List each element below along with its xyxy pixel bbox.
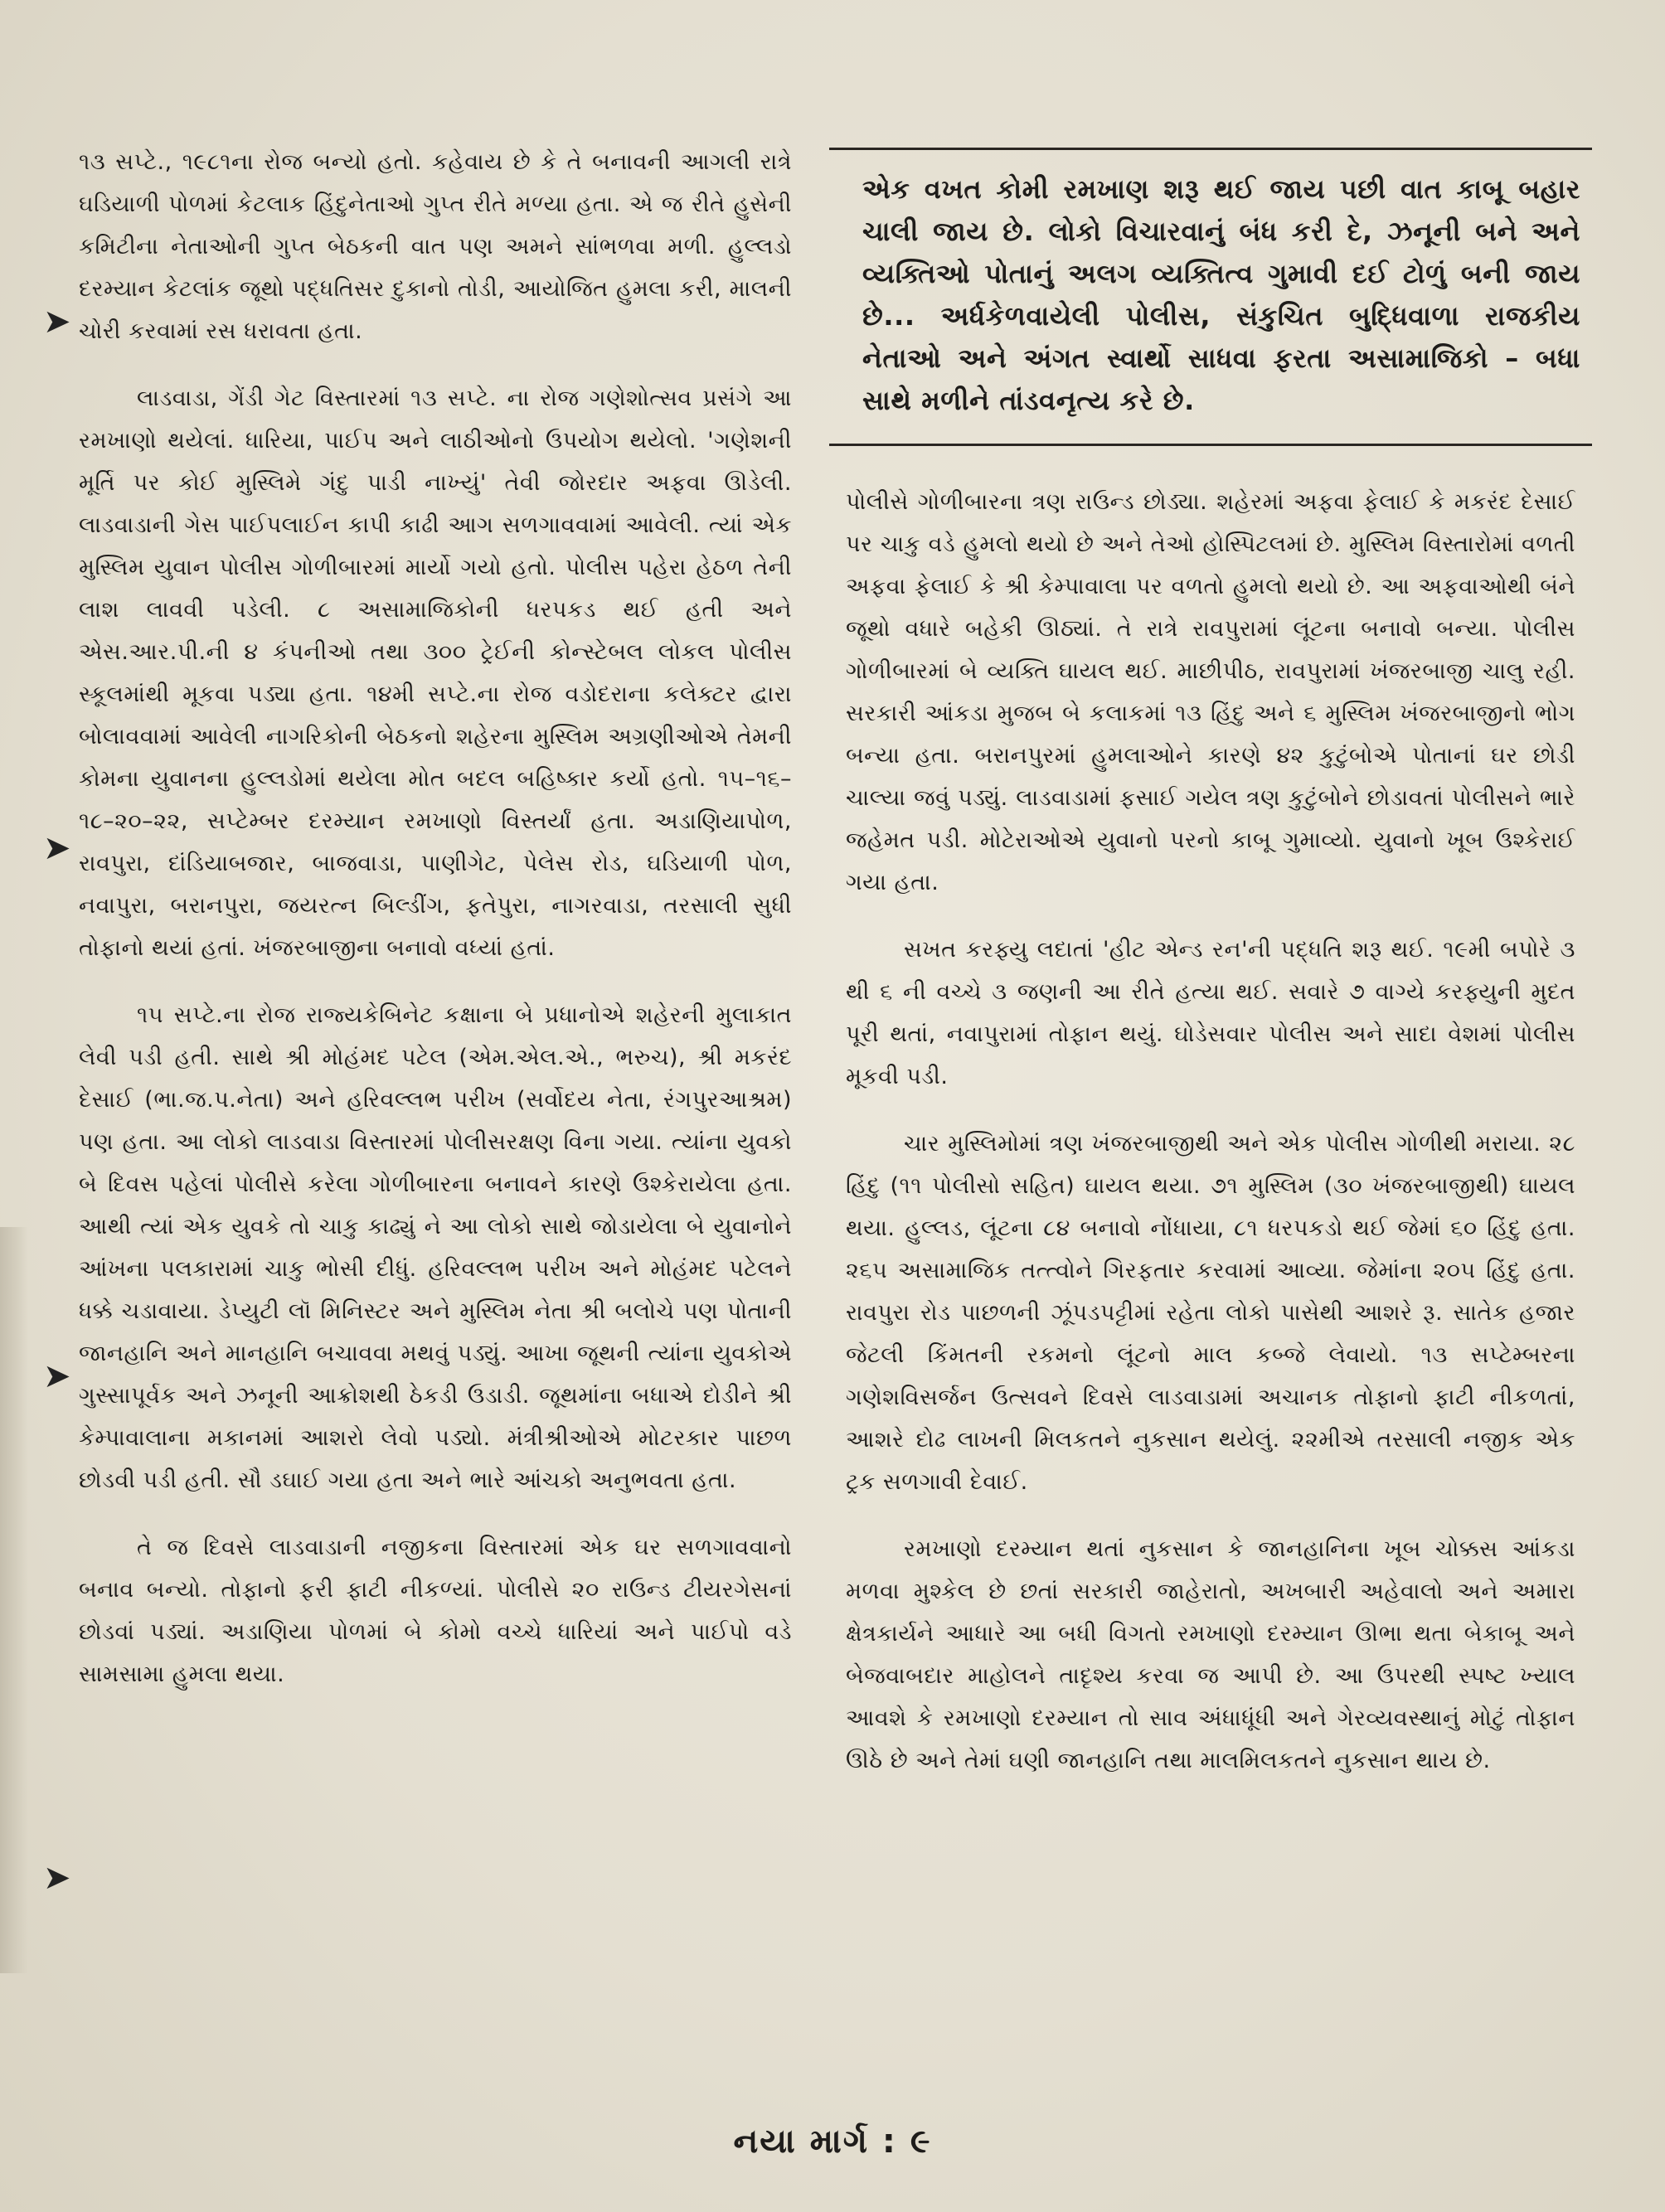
paragraph: ૧૩ સપ્ટે., ૧૯૮૧ના રોજ બન્યો હતો. કહેવાય છે કે તે બનાવની આગલી રાત્રે ઘડિયાળી પોળમાં કેટલાક હિંદુનેતાઓ ગુપ્ત રીતે મળ્યા હતા. એ જ રીતે હુસેની કમિટીના નેતાઓની ગુપ્ત બેઠકની વાત પણ અમને સાંભળવા મળી. હુલ્લડો દરમ્યાન કેટલાંક જૂથો પદ્ધતિસર દુકાનો તોડી, આયોજિત હુમલા કરી, માલની ચોરી કરવામાં રસ ધરાવતા હતા. — [79, 149, 792, 344]
page-footer: નયા માર્ગ : ૯ — [733, 2122, 932, 2161]
pull-quote: એક વખત કોમી રમખાણ શરૂ થઈ જાય પછી વાત કાબૂ બહાર ચાલી જાય છે. લોકો વિચારવાનું બંધ કરી દે, ઝનૂની બને અને વ્યક્તિઓ પોતાનું અલગ વ્યક્તિત્વ ગુમાવી દઈ ટોળું બની જાય છે... અર્ધકેળવાયેલી પોલીસ, સંકુચિત બુદ્ધિવાળા રાજકીય નેતાઓ અને અંગત સ્વાર્થો સાધવા ફરતા અસામાજિકો – બધા સાથે મળીને તાંડવનૃત્ય કરે છે. — [829, 148, 1592, 446]
margin-arrow-mark: ➤ — [43, 303, 71, 341]
left-column — [79, 141, 792, 1720]
margin-arrow-mark: ➤ — [43, 1859, 71, 1897]
torn-page-edge — [0, 1227, 28, 1973]
margin-arrow-mark: ➤ — [43, 1357, 71, 1395]
paragraph: રમખાણો દરમ્યાન થતાં નુકસાન કે જાનહાનિના ખૂબ ચોક્કસ આંકડા મળવા મુશ્કેલ છે છતાં સરકારી જાહેરાતો, અખબારી અહેવાલો અને અમારા ક્ષેત્રકાર્યને આધારે આ બધી વિગતો રમખાણો દરમ્યાન ઊભા થતા બેકાબૂ અને બેજવાબદાર માહોલને તાદૃશ્ય કરવા જ આપી છે. આ ઉપરથી સ્પષ્ટ ખ્યાલ આવશે કે રમખાણો દરમ્યાન તો સાવ અંધાધૂંધી અને ગેરવ્યવસ્થાનું મોટું તોફાન ઊઠે છે અને તેમાં ઘણી જાનહાનિ તથા માલમિલકતને નુકસાન થાય છે. — [846, 1536, 1575, 1773]
paragraph: પોલીસે ગોળીબારના ત્રણ રાઉન્ડ છોડ્યા. શહેરમાં અફવા ફેલાઈ કે મકરંદ દેસાઈ પર ચાકુ વડે હુમલો થયો છે અને તેઓ હોસ્પિટલમાં છે. મુસ્લિમ વિસ્તારોમાં વળતી અફવા ફેલાઈ કે શ્રી કેમ્પાવાલા પર વળતો હુમલો થયો છે. આ અફવાઓથી બંને જૂથો વધારે બહેકી ઊઠ્યાં. તે રાત્રે રાવપુરામાં લૂંટના બનાવો બન્યા. પોલીસ ગોળીબારમાં બે વ્યક્તિ ઘાયલ થઈ. માછીપીઠ, રાવપુરામાં ખંજરબાજી ચાલુ રહી. સરકારી આંકડા મુજબ બે કલાકમાં ૧૩ હિંદુ અને ૬ મુસ્લિમ ખંજરબાજીનો ભોગ બન્યા હતા. બરાનપુરમાં હુમલાઓને કારણે ૪૨ કુટુંબોએ પોતાનાં ઘર છોડી ચાલ્યા જવું પડ્યું. લાડવાડામાં ફસાઈ ગયેલ ત્રણ કુટુંબોને છોડાવતાં પોલીસને ભારે જહેમત પડી. મોટેરાઓએ યુવાનો પરનો કાબૂ ગુમાવ્યો. યુવાનો ખૂબ ઉશ્કેરાઈ ગયા હતા. — [846, 489, 1575, 895]
right-column — [846, 481, 1575, 1807]
paragraph: તે જ દિવસે લાડવાડાની નજીકના વિસ્તારમાં એક ઘર સળગાવવાનો બનાવ બન્યો. તોફાનો ફરી ફાટી નીકળ્યાં. પોલીસે ૨૦ રાઉન્ડ ટીયરગેસનાં છોડવાં પડ્યાં. અડાણિયા પોળમાં બે કોમો વચ્ચે ધારિયાં અને પાઈપો વડે સામસામા હુમલા થયા. — [79, 1535, 792, 1687]
paragraph: સખત કરફ્યુ લદાતાં 'હીટ એન્ડ રન'ની પદ્ધતિ શરૂ થઈ. ૧૯મી બપોરે ૩ થી ૬ ની વચ્ચે ૩ જણની આ રીતે હત્યા થઈ. સવારે ૭ વાગ્યે કરફ્યુની મુદત પૂરી થતાં, નવાપુરામાં તોફાન થયું. ઘોડેસવાર પોલીસ અને સાદા વેશમાં પોલીસ મૂકવી પડી. — [846, 937, 1575, 1089]
paragraph: ચાર મુસ્લિમોમાં ત્રણ ખંજરબાજીથી અને એક પોલીસ ગોળીથી મરાયા. ૨૮ હિંદુ (૧૧ પોલીસો સહિત) ઘાયલ થયા. ૭૧ મુસ્લિમ (૩૦ ખંજરબાજીથી) ઘાયલ થયા. હુલ્લડ, લૂંટના ૮૪ બનાવો નોંધાયા, ૮૧ ધરપકડો થઈ જેમાં ૬૦ હિંદુ હતા. ૨૬૫ અસામાજિક તત્ત્વોને ગિરફતાર કરવામાં આવ્યા. જેમાંના ૨૦૫ હિંદુ હતા. રાવપુરા રોડ પાછળની ઝૂંપડપટ્ટીમાં રહેતા લોકો પાસેથી આશરે રૂ. સાતેક હજાર જેટલી કિંમતની રકમનો લૂંટનો માલ કબ્જે લેવાયો. ૧૩ સપ્ટેમ્બરના ગણેશવિસર્જન ઉત્સવને દિવસે લાડવાડામાં અચાનક તોફાનો ફાટી નીકળતાં, આશરે દોઢ લાખની મિલકતને નુકસાન થયેલું. ૨૨મીએ તરસાલી નજીક એક ટ્રક સળગાવી દેવાઈ. — [846, 1131, 1575, 1495]
paragraph: ૧૫ સપ્ટે.ના રોજ રાજ્યકેબિનેટ કક્ષાના બે પ્રધાનોએ શહેરની મુલાકાત લેવી પડી હતી. સાથે શ્રી મોહંમદ પટેલ (એમ.એલ.એ., ભરુચ), શ્રી મકરંદ દેસાઈ (ભા.જ.પ.નેતા) અને હરિવલ્લભ પરીખ (સર્વોદય નેતા, રંગપુરઆશ્રમ) પણ હતા. આ લોકો લાડવાડા વિસ્તારમાં પોલીસરક્ષણ વિના ગયા. ત્યાંના યુવકો બે દિવસ પહેલાં પોલીસે કરેલા ગોળીબારના બનાવને કારણે ઉશ્કેરાયેલા હતા. આથી ત્યાં એક યુવકે તો ચાકુ કાઢ્યું ને આ લોકો સાથે જોડાયેલા બે યુવાનોને આંખના પલકારામાં ચાકુ ભોસી દીધું. હરિવલ્લભ પરીખ અને મોહંમદ પટેલને ધક્કે ચડાવાયા. ડેપ્યુટી લૉ મિનિસ્ટર અને મુસ્લિમ નેતા શ્રી બલોચે પણ પોતાની જાનહાનિ અને માનહાનિ બચાવવા મથવું પડ્યું. આખા જૂથની ત્યાંના યુવકોએ ગુસ્સાપૂર્વક અને ઝનૂની આક્રોશથી ઠેકડી ઉડાડી. જૂથમાંના બધાએ દોડીને શ્રી કેમ્પાવાલાના મકાનમાં આશરો લેવો પડ્યો. મંત્રીશ્રીઓએ મોટરકાર પાછળ છોડવી પડી હતી. સૌ ડઘાઈ ગયા હતા અને ભારે આંચકો અનુભવતા હતા. — [79, 1002, 792, 1493]
margin-arrow-mark: ➤ — [43, 829, 71, 867]
paragraph: લાડવાડા, ગેંડી ગેટ વિસ્તારમાં ૧૩ સપ્ટે. ના રોજ ગણેશોત્સવ પ્રસંગે આ રમખાણો થયેલાં. ધારિયા, પાઈપ અને લાઠીઓનો ઉપયોગ થયેલો. 'ગણેશની મૂર્તિ પર કોઈ મુસ્લિમે ગંદુ પાડી નાખ્યું' તેવી જોરદાર અફવા ઊડેલી. લાડવાડાની ગેસ પાઈપલાઈન કાપી કાઢી આગ સળગાવવામાં આવેલી. ત્યાં એક મુસ્લિમ યુવાન પોલીસ ગોળીબારમાં માર્યો ગયો હતો. પોલીસ પહેરા હેઠળ તેની લાશ લાવવી પડેલી. ૮ અસામાજિકોની ધરપકડ થઈ હતી અને એસ.આર.પી.ની ૪ કંપનીઓ તથા ૩૦૦ ટ્રેઈની કોન્સ્ટેબલ લોકલ પોલીસ સ્કૂલમાંથી મૂકવા પડ્યા હતા. ૧૪મી સપ્ટે.ના રોજ વડોદરાના કલેક્ટર દ્વારા બોલાવવામાં આવેલી નાગરિકોની બેઠકનો શહેરના મુસ્લિમ અગ્રણીઓએ તેમની કોમના યુવાનના હુલ્લડોમાં થયેલા મોત બદલ બહિષ્કાર કર્યો હતો. ૧૫–૧૬–૧૮–૨૦–૨૨, સપ્ટેમ્બર દરમ્યાન રમખાણો વિસ્તર્યાં હતા. અડાણિયાપોળ, રાવપુરા, દાંડિયાબજાર, બાજવાડા, પાણીગેટ, પેલેસ રોડ, ઘડિયાળી પોળ, નવાપુરા, બરાનપુરા, જયરત્ન બિલ્ડીંગ, ફતેપુરા, નાગરવાડા, તરસાલી સુધી તોફાનો થયાં હતાં. ખંજરબાજીના બનાવો વધ્યાં હતાં. — [79, 386, 792, 961]
